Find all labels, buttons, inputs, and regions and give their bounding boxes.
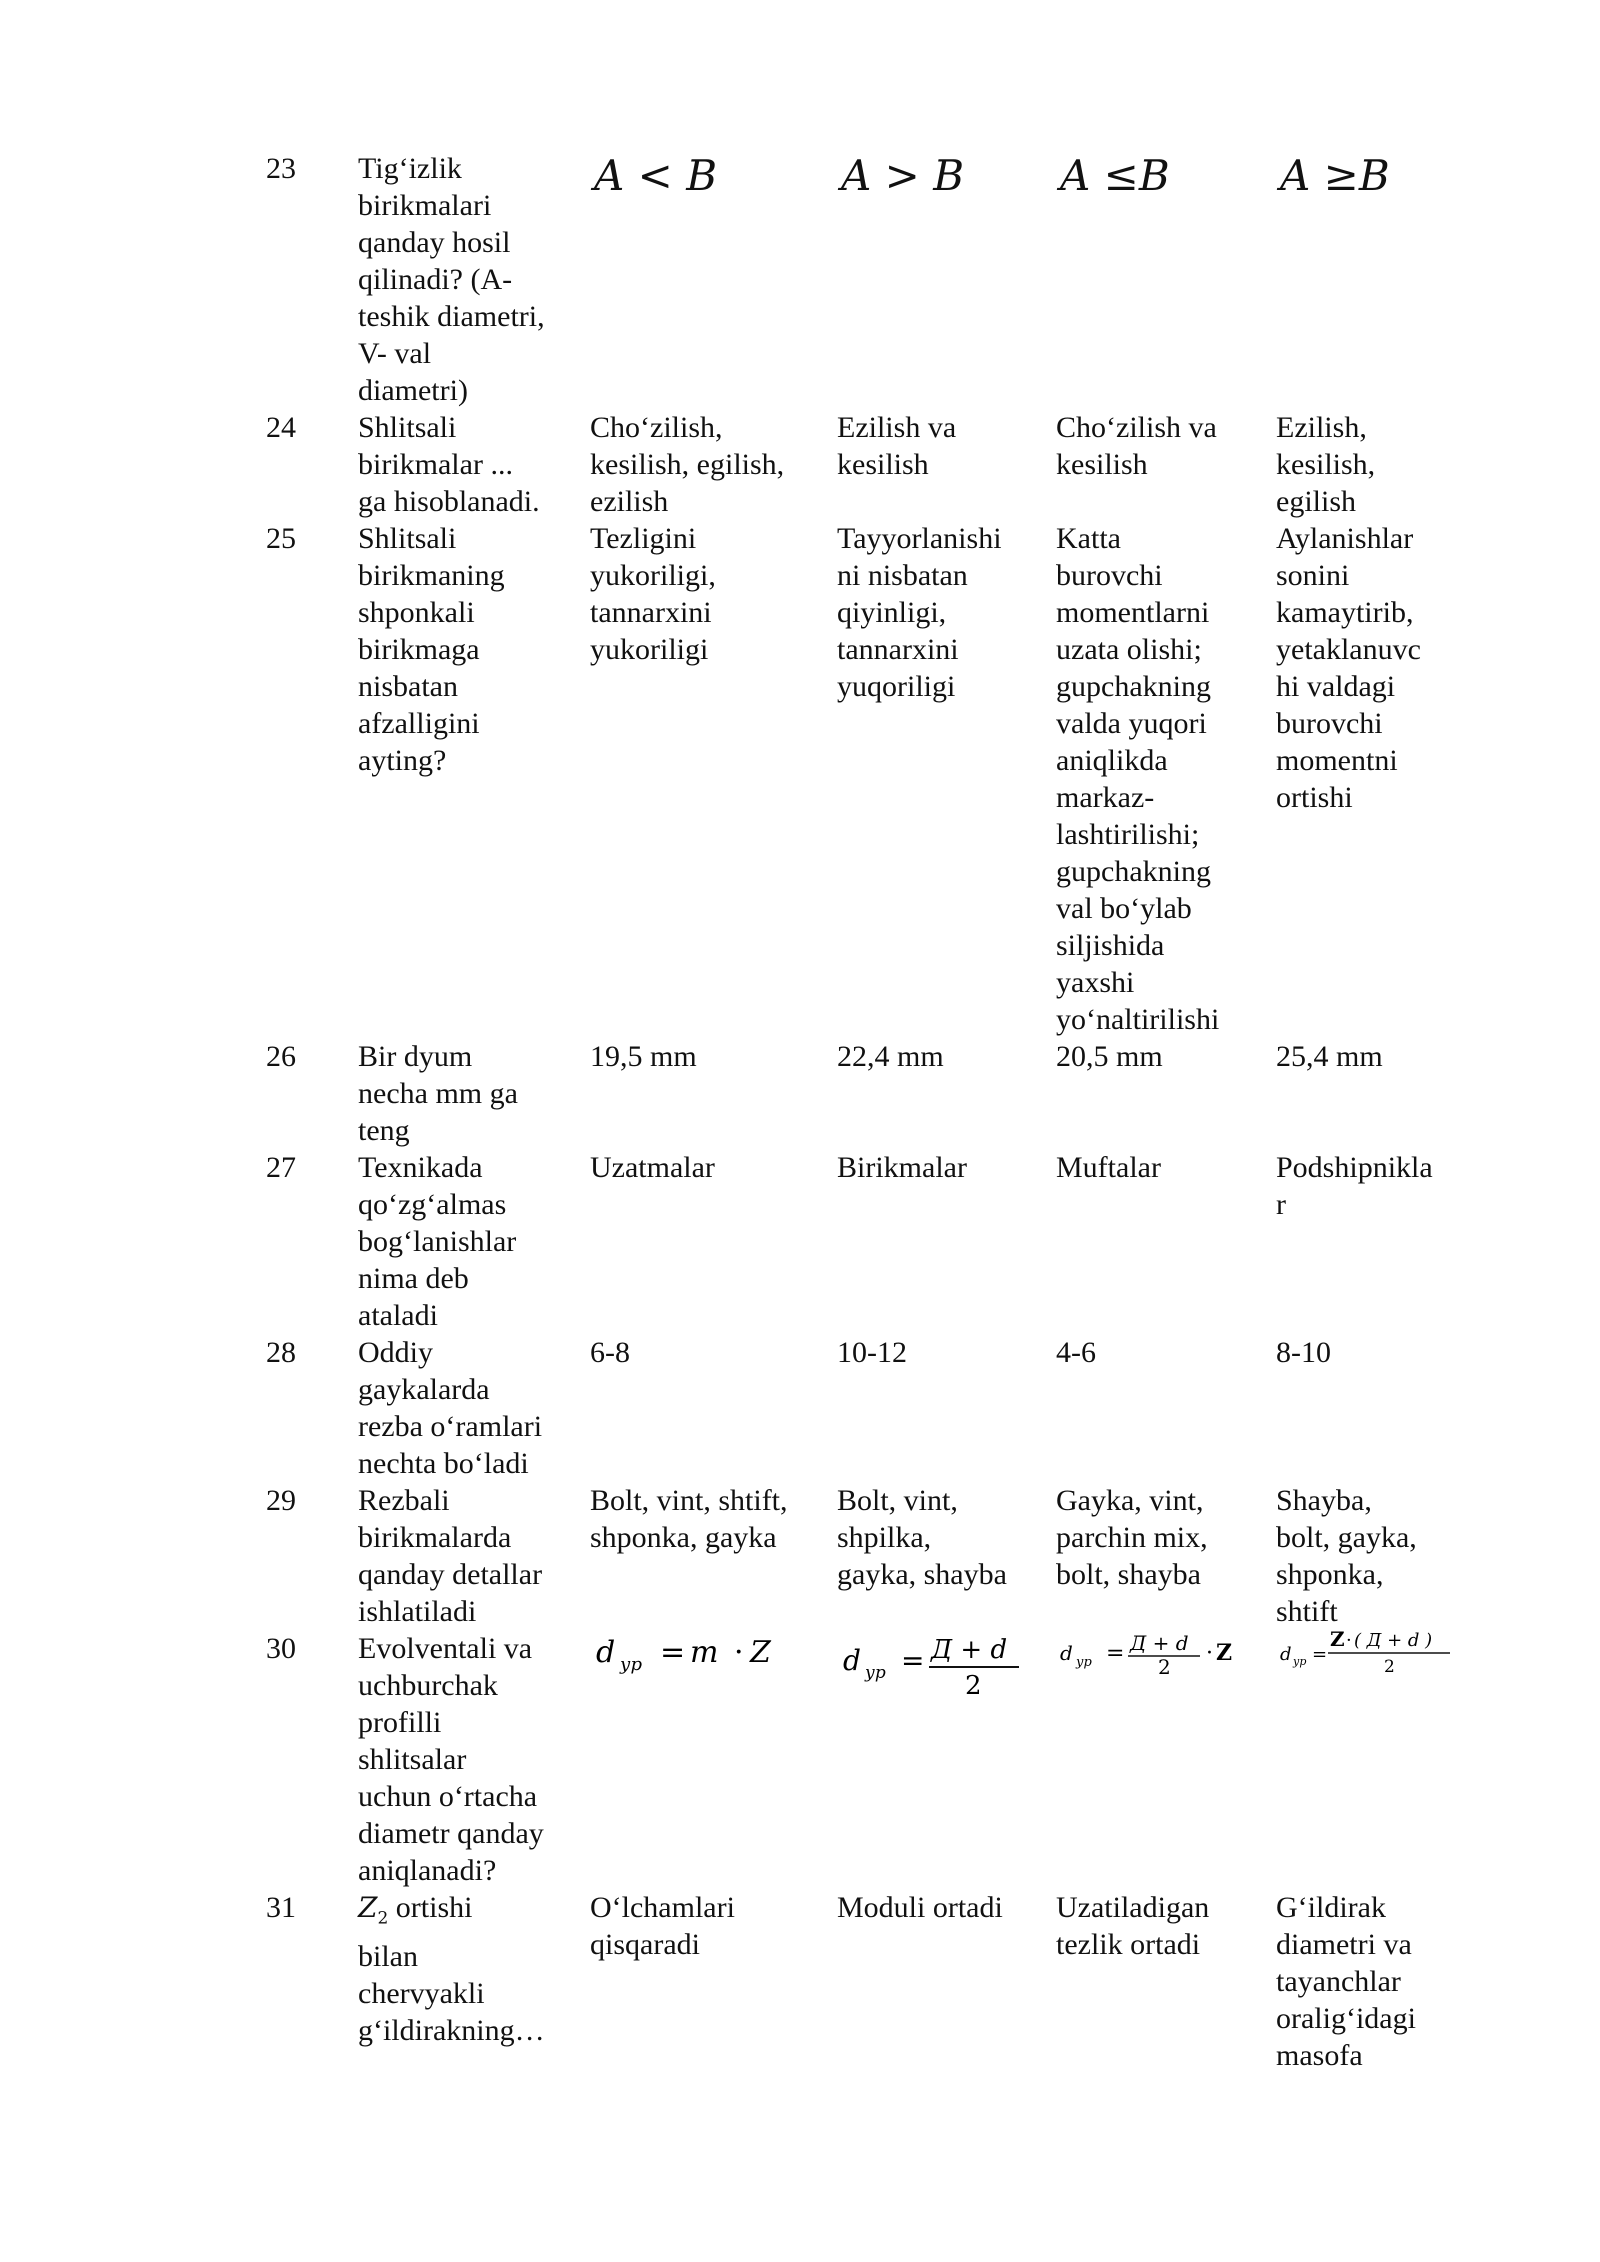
formula-symbol-d: d [1060,1641,1073,1665]
formula-d-eq-frac [837,1630,1047,1700]
table-row [266,1889,1456,2074]
answer-d: Aylanishlar sonini kamaytirib, yetaklanuvc hi valdagi burovchi momentni ortishi [1276,522,1421,814]
answer-c: A ≤B [1060,151,1170,200]
answer-a: Cho‘zilish, kesilish, egilish, ezilish [590,411,785,518]
answer-b: Ezilish va kesilish [837,411,957,481]
formula-subscript: ур [1076,1655,1092,1670]
formula-symbol-d: d [843,1644,861,1677]
row-number: 28 [266,1336,296,1369]
formula-numerator: Д + d [931,1635,1008,1665]
formula-d-eq-z-frac [1276,1630,1456,1690]
formula-equals: = [901,1644,925,1677]
formula-denominator: 2 [1384,1657,1395,1677]
answer-a: 19,5 mm [590,1040,697,1073]
question-table [266,150,1456,2074]
table-row [266,1482,1456,1630]
table-row [266,1149,1456,1334]
formula-symbol-d: d [1280,1644,1292,1665]
answer-c-formula [1056,1630,1276,1889]
row-number: 23 [266,152,296,185]
z2-symbol [358,1891,389,1929]
answer-b: Moduli ortadi [837,1891,1003,1924]
formula-numerator: ( Д + d ) [1354,1630,1433,1651]
row-number: 27 [266,1151,296,1184]
formula-dot: · [1206,1641,1213,1666]
answer-d: A ≥B [1280,151,1390,200]
answer-c: Katta burovchi momentlarni uzata olishi; gupchakning valda yuqori aniqlikda markaz- lashtirilishi; gupchakning val bo‘ylab siljishida yaxshi yo‘naltirilishi [1056,522,1220,1036]
formula-subscript: ур [1293,1655,1307,1668]
answer-c: Gayka, vint, parchin mix, bolt, shayba [1056,1484,1208,1591]
formula-d-eq-m-z [590,1630,810,1680]
question-text: Shlitsali birikmalar ... ga hisoblanadi. [358,411,540,518]
answer-d-formula [1276,1630,1456,1889]
answer-b: A > B [841,151,965,200]
formula-denominator: 2 [965,1671,982,1700]
answer-c: 4-6 [1056,1336,1096,1369]
row-number: 31 [266,1891,296,1924]
table-row [266,1334,1456,1482]
question-text: Oddiy gaykalarda rezba o‘ramlari nechta bo‘ladi [358,1336,543,1480]
formula-symbol-z: Z [1330,1630,1345,1651]
z-symbol: Z [358,1891,378,1924]
answer-a: Uzatmalar [590,1151,715,1184]
formula-symbol-z: Z [1216,1640,1233,1666]
formula-dot: · [734,1635,744,1670]
formula-symbol-d: d [596,1635,616,1670]
answer-d: 25,4 mm [1276,1040,1383,1073]
answer-c: Muftalar [1056,1151,1161,1184]
table-row [266,1038,1456,1149]
row-number: 25 [266,522,296,555]
answer-b-formula [837,1630,1056,1889]
formula-equals: = [660,1635,686,1670]
table-row [266,520,1456,1038]
table-row [266,409,1456,520]
answer-b: 22,4 mm [837,1040,944,1073]
answer-a: A < B [594,151,718,200]
table-row [266,150,1456,409]
answer-d: 8-10 [1276,1336,1331,1369]
formula-subscript: ур [865,1663,886,1683]
formula-equals: = [1312,1644,1328,1665]
row-number: 29 [266,1484,296,1517]
question-text: Rezbali birikmalarda qanday detallar ishlatiladi [358,1484,543,1628]
table-row [266,1630,1456,1889]
question-text [358,1889,590,2049]
answer-b: Tayyorlanishi ni nisbatan qiyinligi, tannarxini yuqoriligi [837,522,1002,703]
answer-a-formula [590,1630,837,1889]
question-text-rest: ortishi bilan chervyakli g‘ildirakning… [358,1891,545,2047]
question-text: Tig‘izlik birikmalari qanday hosil qilinadi? (A- teshik diametri, V- val diametri) [358,152,545,407]
formula-subscript: ур [620,1654,642,1675]
formula-symbol-z: Z [750,1635,771,1670]
answer-d: Podshipnikla r [1276,1151,1433,1221]
formula-d-eq-frac-z [1056,1630,1266,1690]
question-text: Evolventali va uchburchak profilli shlitsalar uchun o‘rtacha diametr qanday aniqlanadi? [358,1632,544,1887]
answer-b: Bolt, vint, shpilka, gayka, shayba [837,1484,1007,1591]
row-number: 26 [266,1040,296,1073]
answer-d: Ezilish, kesilish, egilish [1276,411,1376,518]
question-text: Texnikada qo‘zg‘almas bog‘lanishlar nima deb ataladi [358,1151,517,1332]
row-number: 24 [266,411,296,444]
answer-d: Shayba, bolt, gayka, shponka, shtift [1276,1484,1417,1628]
question-text: Bir dyum necha mm ga teng [358,1040,518,1147]
formula-dot: · [1346,1630,1352,1651]
answer-b: Birikmalar [837,1151,967,1184]
z-subscript: 2 [377,1908,389,1929]
answer-a: Tezligini yukoriligi, tannarxini yukoriligi [590,522,716,666]
formula-equals: = [1106,1641,1125,1666]
answer-d: G‘ildirak diametri va tayanchlar oralig‘idagi masofa [1276,1891,1416,2072]
answer-c: 20,5 mm [1056,1040,1163,1073]
answer-c: Uzatiladigan tezlik ortadi [1056,1891,1210,1961]
formula-numerator: Д + d [1130,1631,1189,1655]
question-text: Shlitsali birikmaning shponkali birikmaga nisbatan afzalligini ayting? [358,522,505,777]
answer-a: Bolt, vint, shtift, shponka, gayka [590,1484,788,1554]
formula-denominator: 2 [1158,1655,1171,1679]
formula-symbol-m: m [690,1635,719,1670]
answer-a: O‘lchamlari qisqaradi [590,1891,735,1961]
row-number: 30 [266,1632,296,1665]
answer-b: 10-12 [837,1336,907,1369]
answer-c: Cho‘zilish va kesilish [1056,411,1217,481]
answer-a: 6-8 [590,1336,630,1369]
